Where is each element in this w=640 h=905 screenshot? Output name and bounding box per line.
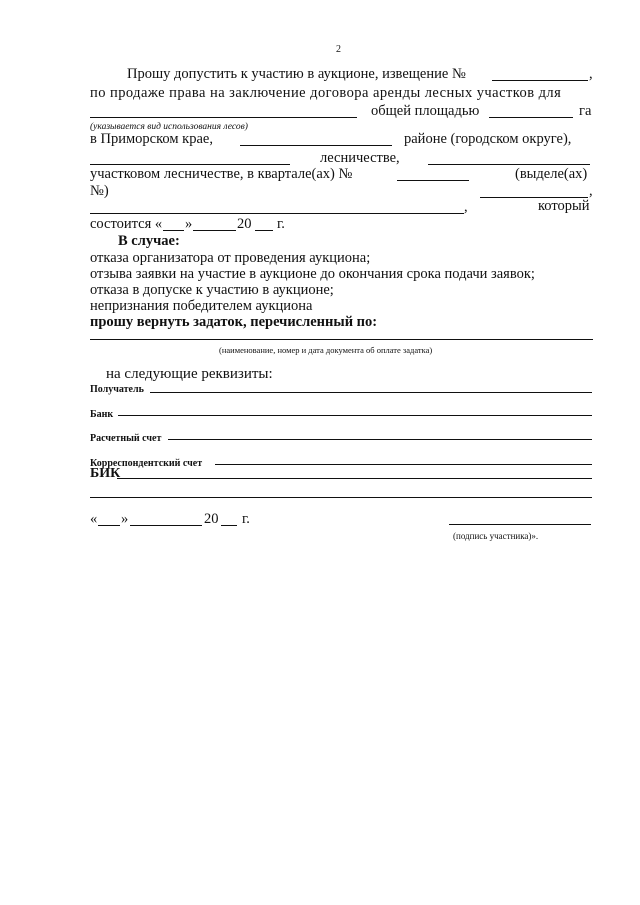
signature-field[interactable]	[449, 524, 591, 525]
case-item: отказа организатора от проведения аукциона;	[90, 250, 371, 266]
case-item: отзыва заявки на участие в аукционе до окончания срока подачи заявок;	[90, 266, 535, 282]
district-forestry-label: участковом лесничестве, в квартале(ах) №	[90, 166, 353, 182]
area-label: общей площадью	[371, 103, 480, 119]
auction-month-field[interactable]	[193, 230, 236, 231]
bik-label: БИК	[90, 466, 121, 481]
account-label: Расчетный счет	[90, 433, 162, 444]
extra-line-field[interactable]	[90, 497, 592, 498]
section-number-label: №)	[90, 183, 109, 199]
auction-day-field[interactable]	[163, 230, 184, 231]
date-quote-open: «	[90, 511, 98, 527]
sign-month-field[interactable]	[130, 525, 202, 526]
refund-request: прошу вернуть задаток, перечисленный по:	[90, 314, 378, 330]
sign-day-field[interactable]	[98, 525, 120, 526]
page-number: 2	[336, 44, 341, 55]
comma: ,	[589, 66, 593, 82]
auction-subject-text: по продаже права на заключение договора аренды лесных участков для	[90, 85, 562, 101]
bik-field[interactable]	[117, 478, 592, 479]
case-item: непризнания победителем аукциона	[90, 298, 313, 314]
area-field[interactable]	[489, 117, 573, 118]
sign-year-suffix: г.	[242, 511, 250, 527]
year-prefix: 20	[237, 216, 252, 232]
district-field[interactable]	[240, 145, 392, 146]
district-label: районе (городском округе),	[404, 131, 572, 147]
recipient-label: Получатель	[90, 384, 144, 395]
date-quote-close: »	[121, 511, 129, 527]
location-field[interactable]	[90, 213, 464, 214]
bank-label: Банк	[90, 409, 114, 420]
quote-close: »	[185, 216, 193, 232]
quarter-field[interactable]	[397, 180, 469, 181]
request-text: Прошу допустить к участию в аукционе, извещение №	[127, 66, 466, 82]
comma: ,	[589, 183, 593, 199]
region-label: в Приморском крае,	[90, 131, 213, 147]
forestry-field[interactable]	[90, 164, 290, 165]
auction-date-label: состоится «	[90, 216, 163, 232]
comma: ,	[464, 199, 468, 215]
payment-document-note: (наименование, номер и дата документа об оплате задатка)	[219, 345, 433, 355]
bank-field[interactable]	[118, 415, 592, 416]
corr-account-label: Корреспондентский счет	[90, 458, 203, 469]
case-item: отказа в допуске к участию в аукционе;	[90, 282, 334, 298]
which-label: который	[538, 198, 590, 214]
signature-note: (подпись участника)».	[453, 531, 539, 541]
recipient-field[interactable]	[150, 392, 592, 393]
area-unit: га	[579, 103, 592, 119]
auction-year-field[interactable]	[255, 230, 273, 231]
sign-year-prefix: 20	[204, 511, 219, 527]
sign-year-field[interactable]	[221, 525, 237, 526]
payment-document-field[interactable]	[90, 339, 593, 340]
corr-account-field[interactable]	[215, 464, 592, 465]
account-field[interactable]	[168, 439, 592, 440]
forestry-extra-field[interactable]	[428, 164, 590, 165]
forestry-label: лесничестве,	[320, 150, 400, 166]
notice-number-field[interactable]	[492, 80, 588, 81]
section-label: (выделе(ах)	[515, 166, 588, 182]
forest-use-field[interactable]	[90, 117, 357, 118]
forest-use-note: (указывается вид использования лесов)	[90, 122, 248, 132]
year-suffix: г.	[277, 216, 285, 232]
case-title: В случае:	[118, 233, 180, 249]
requisites-title: на следующие реквизиты:	[106, 366, 273, 382]
